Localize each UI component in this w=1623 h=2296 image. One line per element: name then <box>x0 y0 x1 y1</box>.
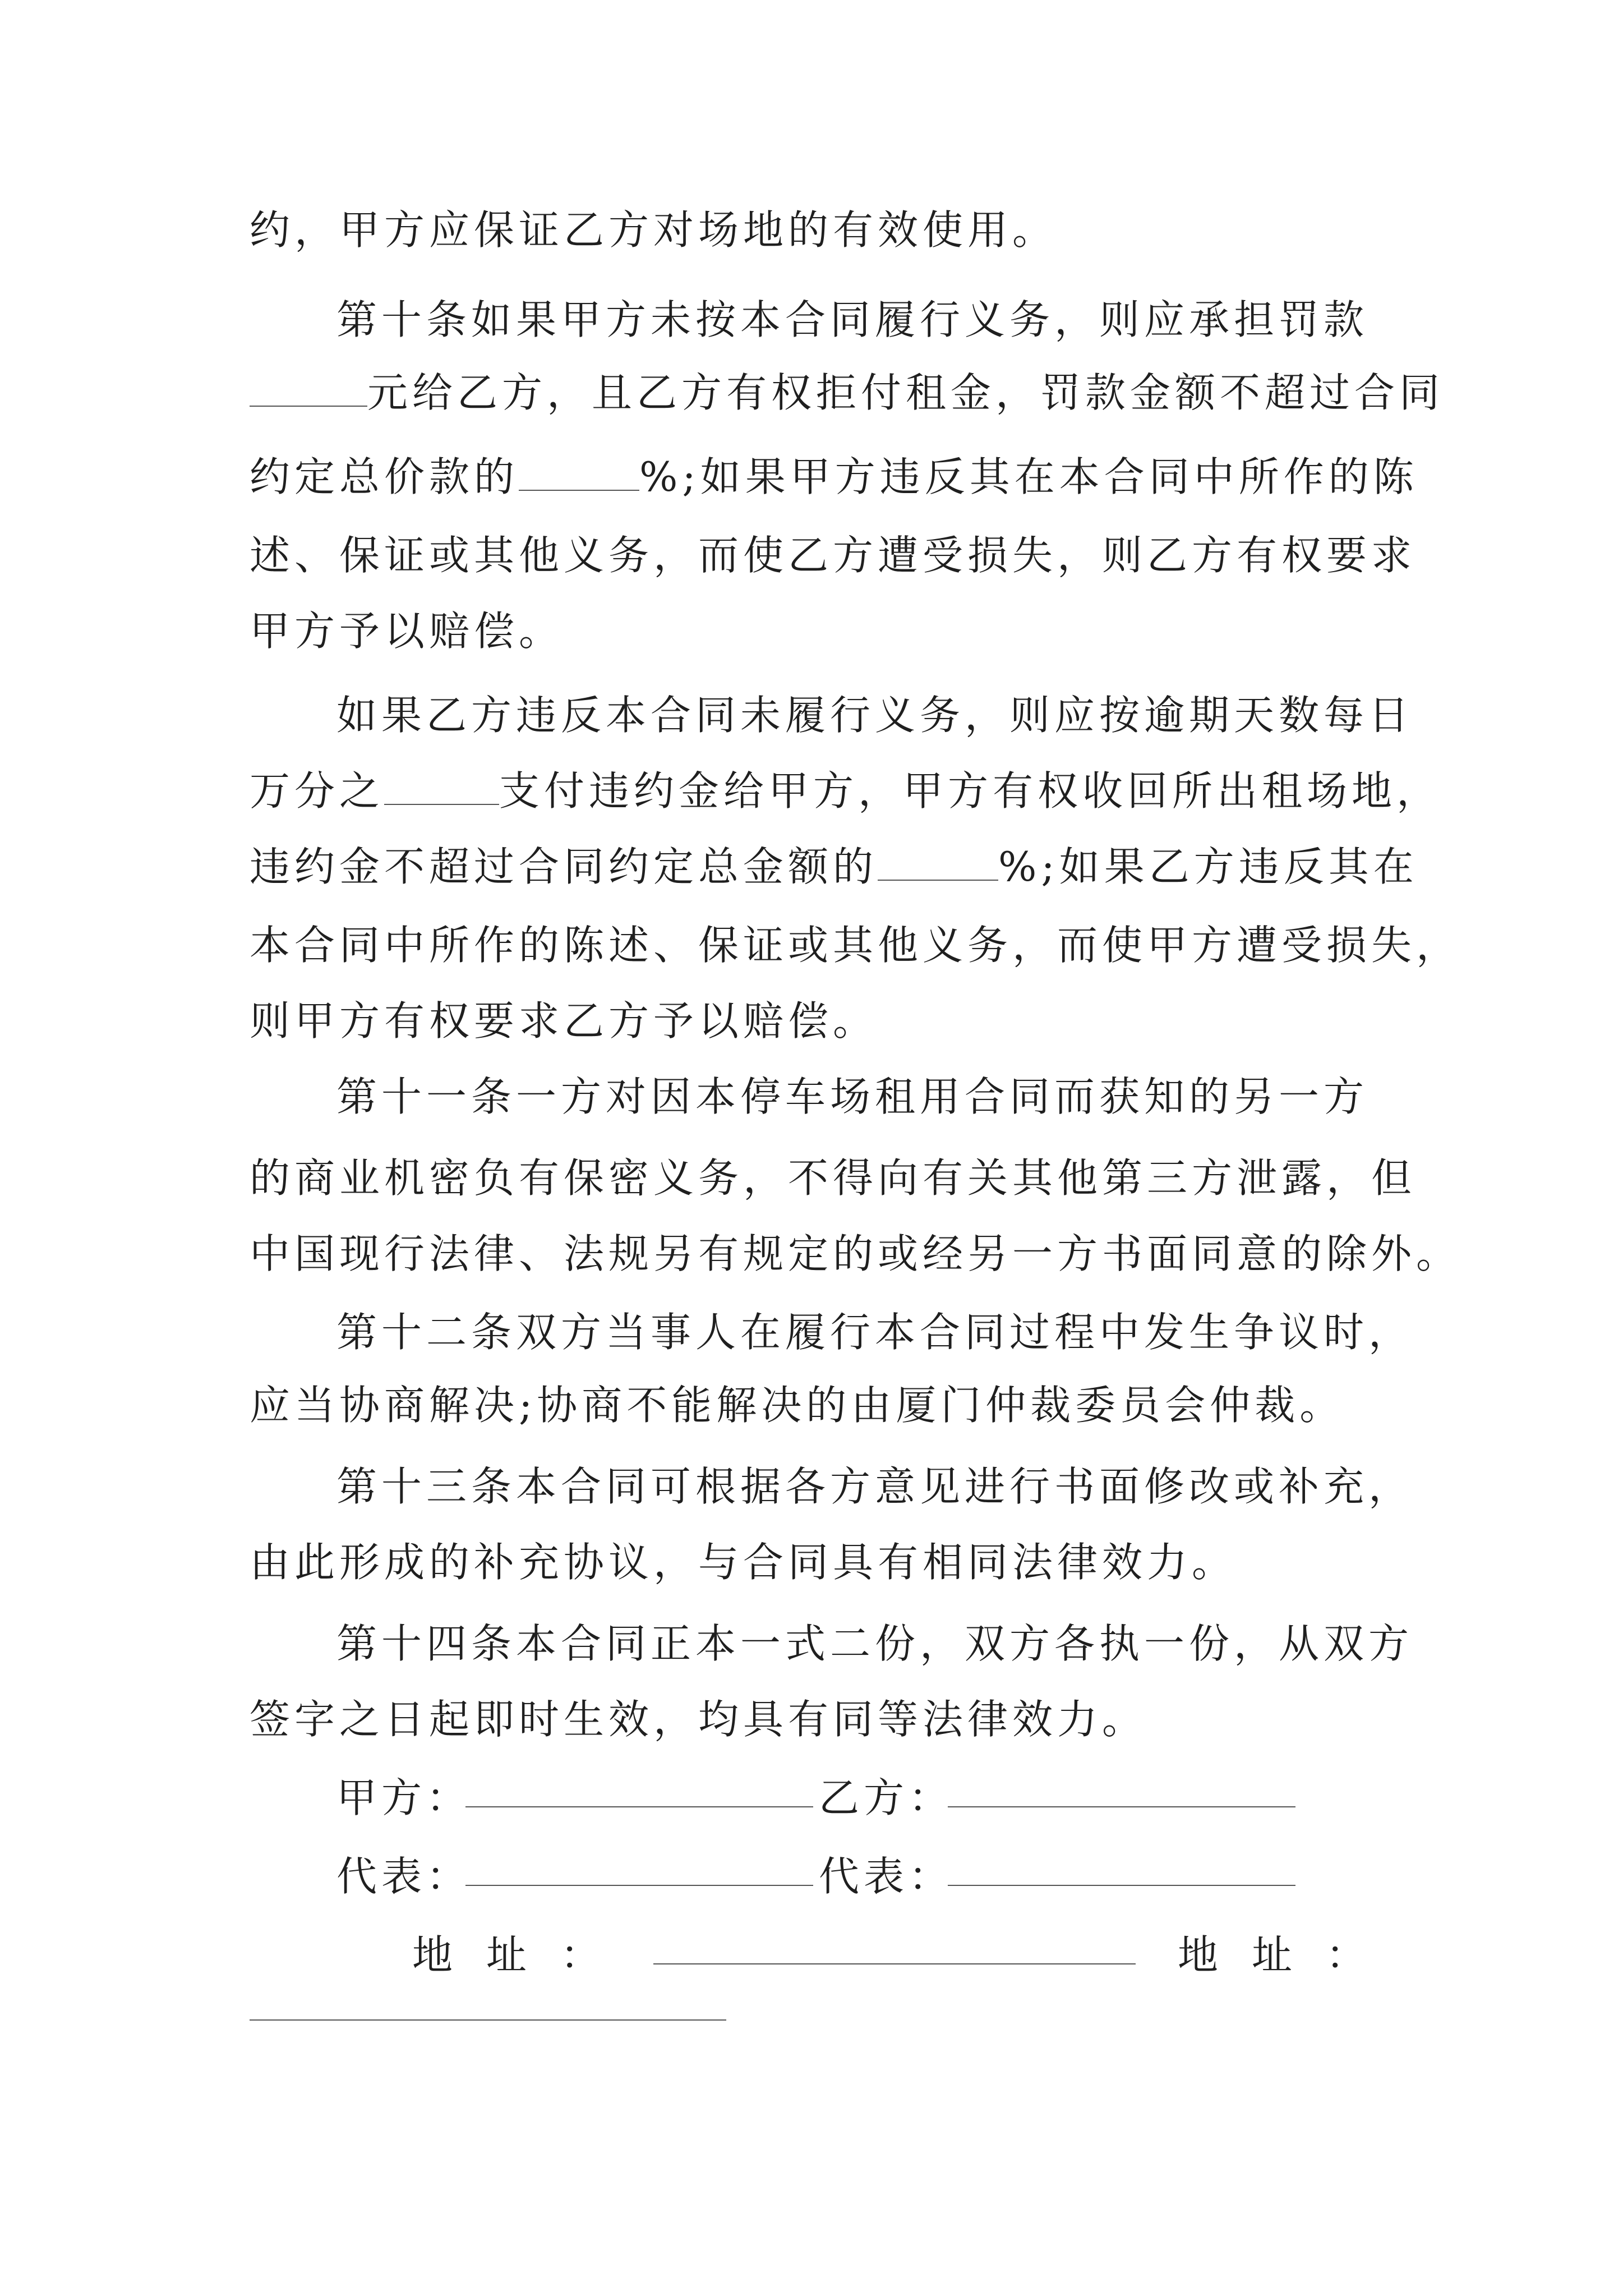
party-b-signature-line[interactable] <box>948 1806 1295 1807</box>
rep-b-label: 代表： <box>819 1853 954 1900</box>
paragraph-line: 如果乙方违反本合同未履行义务，则应按逾期天数每日 <box>336 692 1414 739</box>
paragraph-line: 述、保证或其他义务，而使乙方遭受损失，则乙方有权要求 <box>250 532 1417 579</box>
paragraph-line: 甲方予以赔偿。 <box>250 608 564 655</box>
paragraph-line: 第十一条一方对因本停车场租用合同而获知的另一方 <box>336 1073 1369 1120</box>
paragraph-line: 中国现行法律、法规另有规定的或经另一方书面同意的除外。 <box>250 1230 1461 1277</box>
paragraph-line: 第十三条本合同可根据各方意见进行书面修改或补充， <box>336 1463 1414 1510</box>
address-b-line[interactable] <box>250 2019 726 2021</box>
address-a-label: 地址： <box>412 1931 635 1978</box>
fill-blank <box>384 767 499 805</box>
paragraph-line: 元给乙方，且乙方有权拒付租金，罚款金额不超过合同 <box>250 365 1444 421</box>
paragraph-line: 万分之 支付违约金给甲方，甲方有权收回所出租场地， <box>250 767 1442 815</box>
paragraph-line: 应当协商解决;协商不能解决的由厦门仲裁委员会仲裁。 <box>250 1382 1345 1429</box>
paragraph-line: 第十条如果甲方未按本合同履行义务，则应承担罚款 <box>336 296 1369 343</box>
rep-b-signature-line[interactable] <box>948 1885 1295 1886</box>
rep-a-label: 代表： <box>336 1853 472 1900</box>
paragraph-line: 约，甲方应保证乙方对场地的有效使用。 <box>250 206 1058 254</box>
paragraph-line: 则甲方有权要求乙方予以赔偿。 <box>250 997 878 1045</box>
party-b-label: 乙方： <box>819 1774 954 1821</box>
party-a-label: 甲方： <box>336 1774 472 1821</box>
address-a-line[interactable] <box>653 1963 1136 1964</box>
paragraph-line: 约定总价款的 %;如果甲方违反其在本合同中所作的陈 <box>250 453 1418 500</box>
rep-a-signature-line[interactable] <box>465 1885 813 1886</box>
party-a-signature-line[interactable] <box>465 1806 813 1807</box>
address-b-label: 地址： <box>1178 1931 1400 1978</box>
paragraph-line: 违约金不超过合同约定总金额的 %;如果乙方违反其在 <box>250 843 1418 890</box>
paragraph-line: 由此形成的补充协议，与合同具有相同法律效力。 <box>250 1539 1237 1586</box>
paragraph-line: 签字之日起即时生效，均具有同等法律效力。 <box>250 1696 1147 1743</box>
paragraph-line: 本合同中所作的陈述、保证或其他义务，而使甲方遭受损失， <box>250 922 1461 969</box>
fill-blank <box>250 369 367 407</box>
fill-blank <box>878 843 998 881</box>
paragraph-line: 第十四条本合同正本一式二份，双方各执一份，从双方 <box>336 1620 1414 1667</box>
fill-blank <box>519 453 639 491</box>
paragraph-line: 第十二条双方当事人在履行本合同过程中发生争议时， <box>336 1309 1414 1356</box>
paragraph-line: 的商业机密负有保密义务，不得向有关其他第三方泄露，但 <box>250 1154 1417 1202</box>
